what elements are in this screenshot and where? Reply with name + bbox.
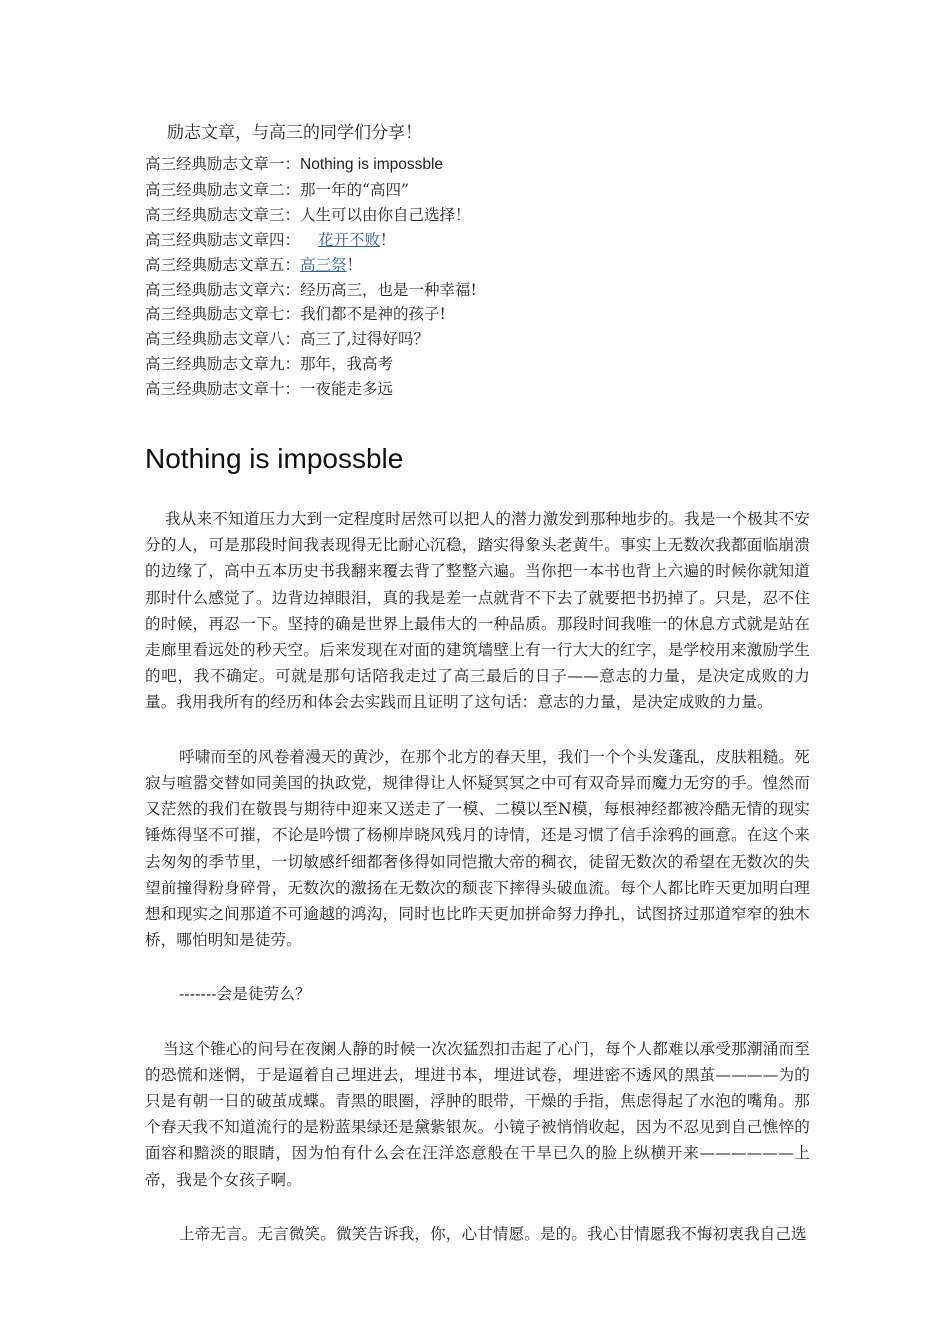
toc-prefix: 高三经典励志文章七： [145,305,301,324]
toc-prefix: 高三经典励志文章一： [145,155,301,173]
toc-title: 我们都不是神的孩子! [300,305,446,324]
toc-item-5 [145,253,810,278]
document-page [145,120,810,1247]
intro-line: 励志文章，与高三的同学们分享！ [167,123,422,143]
toc-item-1 [145,152,810,178]
toc-title: 一夜能走多远 [300,380,394,399]
toc-suffix: ！ [380,230,396,249]
toc-prefix: 高三经典励志文章十： [145,380,301,399]
toc-title: 经历高三，也是一种幸福! [300,280,477,299]
toc-item-4 [145,228,810,253]
toc-item-3 [145,203,810,228]
article-paragraph: -------会是徒劳么？ [179,985,311,1004]
toc-title: 人生可以由你自己选择！ [300,205,471,224]
toc-title: Nothing is impossble [300,156,444,173]
article-paragraph: 呼啸而至的风卷着漫天的黄沙，在那个北方的春天里，我们一个个头发蓬乱，皮肤粗糙。死寂与喧嚣交替如同美国的执政党，规律得让人怀疑冥冥之中可有双奇异而魔力无穷的手。惶然而又茫然的我们在敬畏与期待中迎来又送走了一模、二模以至N模，每根神经都被冷酷无情的现实锤炼得坚不可摧，不论是吟惯了杨柳岸晓风残月的诗情，还是习惯了信手涂鸦的画意。在这个来去匆匆的季节里，一切敏感纤细都奢侈得如同恺撒大帝的稠衣，徒留无数次的希望在无数次的失望前撞得粉身碎骨，无数次的激扬在无数次的颓丧下摔得头破血流。每个人都比昨天更加明白理想和现实之间那道不可逾越的鸿沟，同时也比昨天更加拼命努力挣扎，试图挤过那道窄窄的独木桥，哪怕明知是徒劳。 [145,747,810,950]
toc-item-7 [145,302,810,327]
toc-link-huakaibubai[interactable]: 花开不败 [318,230,381,249]
toc-item-10 [145,377,810,402]
toc-prefix: 高三经典励志文章二： [145,180,301,199]
toc-prefix: 高三经典励志文章四： [145,230,301,249]
toc-prefix: 高三经典励志文章九： [145,355,301,374]
toc-prefix: 高三经典励志文章八： [145,330,301,349]
toc-prefix: 高三经典励志文章六： [145,280,301,299]
article-paragraph: 我从来不知道压力大到一定程度时居然可以把人的潜力激发到那种地步的。我是一个极其不安分的人，可是那段时间我表现得无比耐心沉稳，踏实得象头老黄牛。事实上无数次我都面临崩溃的边缘了，高中五本历史书我翻来覆去背了整整六遍。当你把一本书也背上六遍的时候你就知道那时什么感觉了。边背边掉眼泪，真的我是差一点就背不下去了就要把书扔掉了。只是，忍不住的时候，再忍一下。坚持的确是世界上最伟大的一种品质。那段时间我唯一的休息方式就是站在走廊里看远处的秒天空。后来发现在对面的建筑墙壁上有一行大大的红字，是学校用来激励学生的吧，我不确定。可就是那句话陪我走过了高三最后的日子——意志的力量，是决定成败的力量。我用我所有的经历和体会去实践而且证明了这句话：意志的力量，是决定成败的力量。 [145,510,810,712]
toc-item-9 [145,352,810,377]
toc-prefix: 高三经典励志文章三： [145,205,301,224]
toc-title: 那年，我高考 [300,355,394,374]
toc-suffix: ！ [346,255,363,274]
toc-item-6 [145,278,810,303]
article-paragraph: 上帝无言。无言微笑。微笑告诉我，你，心甘情愿。是的。我心甘情愿我不悔初衷我自己选 [179,1224,807,1243]
toc-title: 那一年的“高四” [300,180,409,199]
toc-item-8 [145,327,810,352]
toc-item-2 [145,178,810,203]
toc-link-gaosanji[interactable]: 高三祭 [300,255,347,274]
article-heading: Nothing is impossble [145,443,404,475]
table-of-contents [145,152,810,402]
toc-prefix: 高三经典励志文章五： [145,255,301,274]
article-paragraph: 当这个锥心的问号在夜阑人静的时候一次次猛烈扣击起了心门，每个人都难以承受那潮涌而至的恐慌和迷惘，于是逼着自己埋进去，埋进书本，埋进试卷，埋进密不透风的黑茧————为的只是有朝一日的破茧成蝶。青黑的眼圈，浮肿的眼带，干燥的手指，焦虑得起了水泡的嘴角。那个春天我不知道流行的是粉蓝果绿还是黛紫银灰。小镜子被悄悄收起，因为不忍见到自己憔悴的面容和黯淡的眼睛，因为怕有什么会在汪洋恣意般在干旱已久的脸上纵横开来——————上帝，我是个女孩子啊。 [145,1039,810,1189]
toc-title: 高三了,过得好吗？ [300,330,429,349]
